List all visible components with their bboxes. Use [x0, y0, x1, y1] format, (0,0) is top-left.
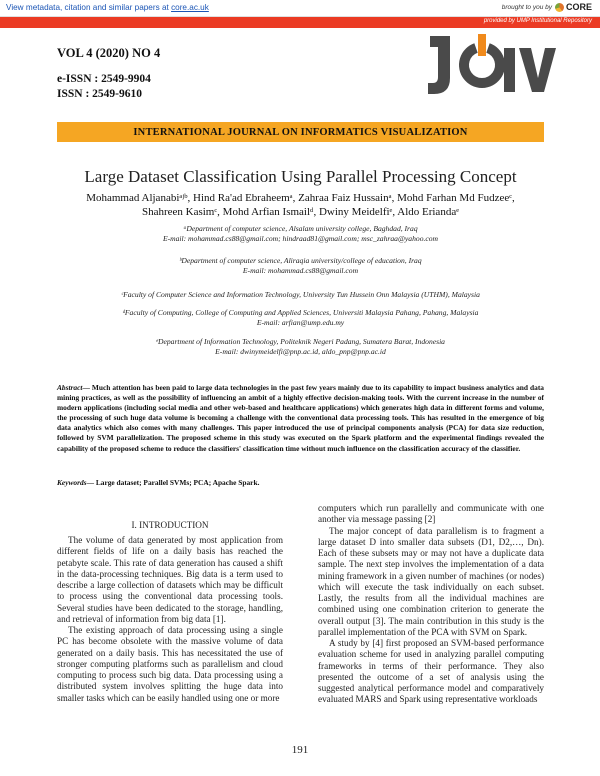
affiliation-text: ᵃDepartment of computer science, Alsalam university college, Baghdad, Iraq — [183, 224, 418, 233]
paper-title: Large Dataset Classification Using Parallel Processing Concept — [84, 167, 517, 186]
core-brought-by — [502, 2, 592, 12]
authors-line-2: Shahreen Kasimᶜ, Mohd Arfian Ismailᵈ, Dwiny Meidelfiᵉ, Aldo Eriandaᵉ — [141, 206, 460, 218]
affiliation-text: ᵈFaculty of Computing, College of Computing and Applied Sciences, Universiti Malaysia Pahang, Pahang, Malaysia — [122, 308, 479, 317]
abstract — [57, 383, 544, 454]
repository-text: provided by UMP Institutional Repository — [483, 18, 592, 24]
affiliation-b — [57, 256, 544, 276]
affiliation-text: ᵉDepartment of Information Technology, Politeknik Negeri Padang, Sumatera Barat, Indonesia — [156, 337, 445, 346]
core-view-text: View metadata, citation and similar papers at — [6, 3, 172, 12]
brought-by-text: brought to you by — [501, 3, 552, 11]
abstract-label: Abstract — [57, 383, 83, 392]
issn-label: ISSN : 2549-9610 — [57, 88, 142, 100]
journal-name: INTERNATIONAL JOURNAL ON INFORMATICS VISUALIZATION — [133, 126, 468, 138]
core-logo-label: CORE — [565, 2, 592, 12]
paragraph: computers which run parallelly and communicate with one another via message passing [2] — [318, 503, 544, 525]
page-number: 191 — [291, 744, 309, 756]
keywords — [57, 478, 544, 487]
repository-bar — [0, 17, 600, 28]
core-metadata-link[interactable] — [6, 3, 209, 12]
volume-label: VOL 4 (2020) NO 4 — [57, 46, 161, 60]
section-heading-introduction: I. INTRODUCTION — [131, 520, 209, 530]
paragraph: A study by [4] first proposed an SVM-based performance evaluation scheme for used in analyzing parallel computing frameworks in terms of their performance. They also presented the outcome of a set of analysis using the suggested analytical performance model and comparatively evaluated MARS and Spark using representative workloads — [318, 638, 544, 705]
left-column — [57, 520, 283, 704]
keywords-text: — Large dataset; Parallel SVMs; PCA; Apache Spark. — [86, 478, 260, 487]
paragraph: The existing approach of data processing using a single PC has become obsolete with the massive volume of data generated on a daily basis. This has necessitated the use of stronger computing platforms such as parallelism and cloud computing to process such big data. Data processing using a distributed system involves splitting the huge data into smaller tasks which can be easily handled using one or more — [57, 625, 283, 703]
affiliation-email: E-mail: dwinymeidelfi@pnp.ac.id, aldo_pnp@pnp.ac.id — [215, 347, 386, 356]
eissn-label: e-ISSN : 2549-9904 — [57, 73, 151, 85]
affiliation-text: ᵇDepartment of computer science, Aliraqia university/college of education, Iraq — [179, 256, 422, 265]
core-url-link[interactable]: core.ac.uk — [171, 3, 209, 12]
affiliation-email: E-mail: mohammad.cs88@gmail.com — [242, 266, 359, 275]
affiliation-a — [57, 224, 544, 244]
joiv-logo — [424, 28, 556, 100]
affiliation-email: E-mail: mohammad.cs88@gmail.com; hindraad81@gmail.com; msc_zahraa@yahoo.com — [162, 234, 439, 243]
affiliation-email: E-mail: arfian@ump.edu.my — [256, 318, 345, 327]
keywords-label: Keywords — [57, 478, 87, 487]
core-logo[interactable] — [555, 2, 592, 12]
paragraph: The major concept of data parallelism is to fragment a large dataset D into smaller data subsets (D1, D2,…, Dn). Each of these subsets may or may not have a duplicate data sample. The next step involves the implementation of a data mining framework in a given number of machines (or nodes) which will execute the task individually on each subset. Lastly, the results from all the individual machines are combined using one combination criterion to generate the overall output [3]. The main contribution in this study is the parallel implementation of the PCA with SVM on Spark. — [318, 525, 544, 637]
core-banner — [0, 0, 600, 17]
affiliation-e — [57, 337, 544, 357]
affiliation-d — [57, 308, 544, 328]
core-logo-icon — [555, 3, 564, 12]
affiliation-text: ᶜFaculty of Computer Science and Information Technology, University Tun Hussein Onn Malaysia (UTHM), Malaysia — [121, 290, 480, 299]
abstract-text: — Much attention has been paid to large data technologies in the past few years mainly due to its capability to impact business analytics and data mining practices, as well as the possibility of influencing an ambit of a highly effective decision-making tools. With the current increase in the number of modern applications (including social media and other web-based and healthcare applications) which generates high data in different forms and volume, the processing of such huge data volume is becoming a challenge with the conventional data processing tools. This has resulted in the emergence of big data analytics which also comes with many challenges. This paper introduced the use of principal components analysis (PCA) for data size reduction, followed by SVM parallelization. The proposed scheme in this study was executed on the Spark platform and the experimental findings revealed the capability of the proposed scheme to reduce the classifiers' classification time without much influence on the classification accuracy of the classifier. — [57, 383, 544, 453]
right-column — [318, 503, 544, 706]
affiliation-c — [57, 290, 544, 300]
author-list — [60, 191, 541, 219]
paragraph: The volume of data generated by most application from different fields of life on a daily basis has reached the petabyte scale. This rate of data generation has caused a shift in the data-processing techniques. Big data is a term used to describe a large collection of datasets which may be difficult to process using the conventional data processing tools. Several studies have been dedicated to the storage, handling, and retrieval of information from big data [1]. — [57, 535, 283, 624]
authors-line-1: Mohammad Aljanabiᵃʲᵇ, Hind Ra'ad Ebraheemᵃ, Zahraa Faiz Hussainᵃ, Mohd Farhan Md Fudzeeᶜ, — [86, 192, 515, 204]
journal-title-band — [57, 122, 544, 142]
